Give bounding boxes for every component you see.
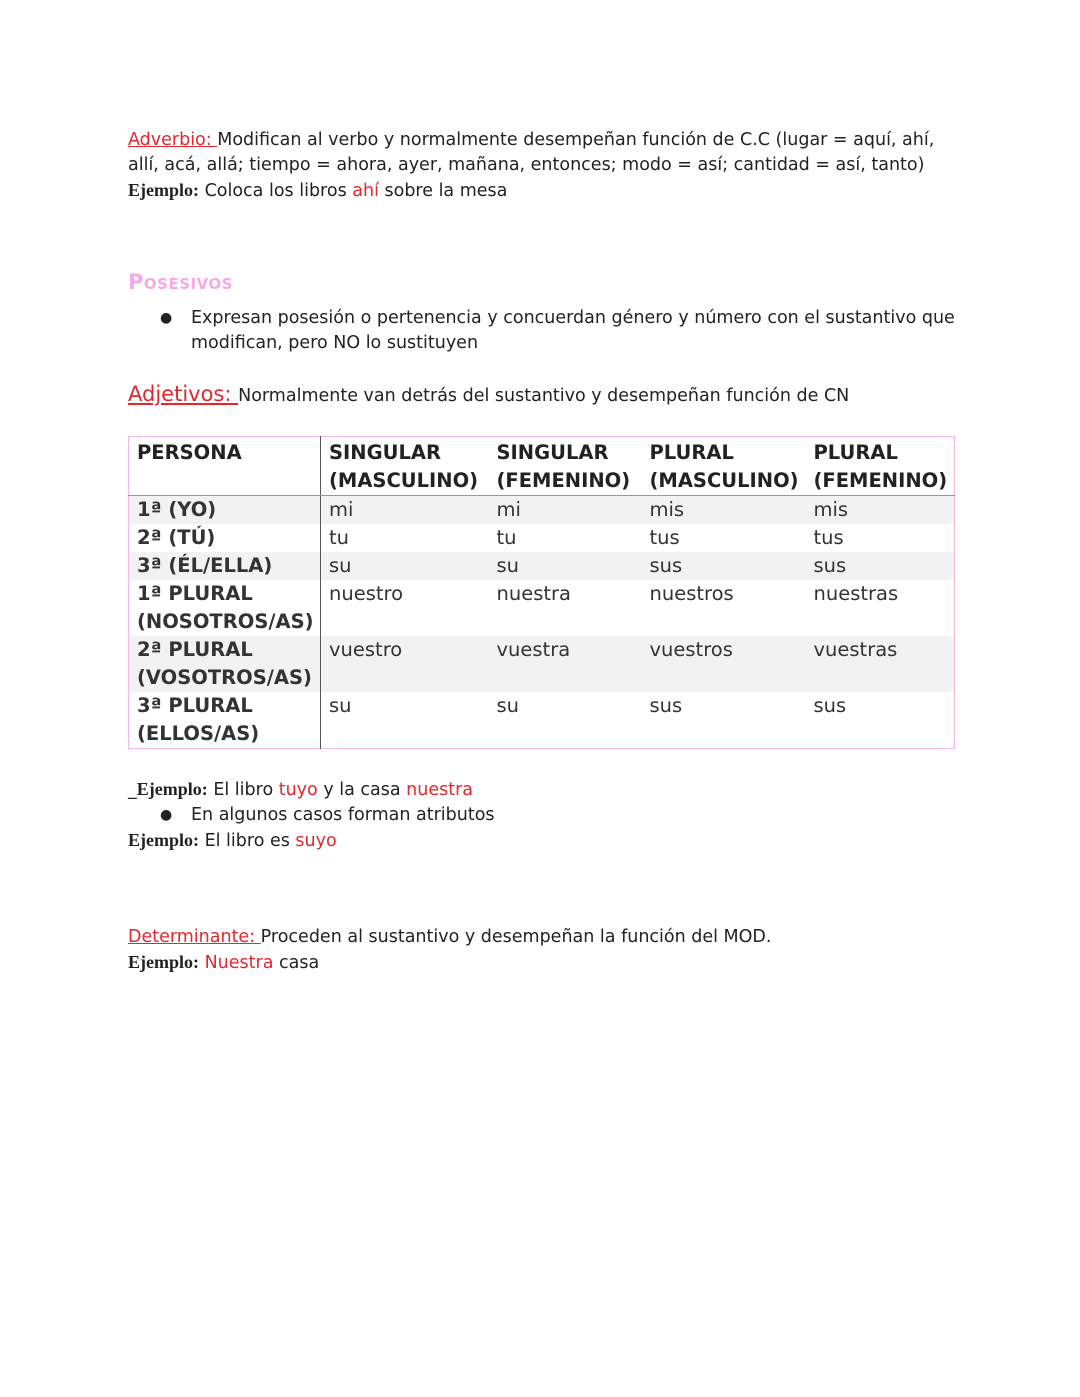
column-header: SINGULAR (FEMENINO) bbox=[489, 437, 642, 496]
example-line bbox=[128, 950, 958, 976]
table-cell: nuestros bbox=[642, 580, 806, 636]
determinante-text: Proceden al sustantivo y desempeñan la función del MOD. bbox=[260, 927, 772, 947]
column-header: PLURAL (FEMENINO) bbox=[806, 437, 955, 496]
table-cell: sus bbox=[642, 552, 806, 580]
underscore-prefix: _ bbox=[128, 780, 137, 800]
example-highlight: nuestra bbox=[406, 780, 473, 800]
example-label: Ejemplo: bbox=[128, 830, 199, 850]
adjetivos-definition bbox=[128, 382, 958, 406]
example-line bbox=[128, 828, 958, 854]
example-label: Ejemplo: bbox=[128, 180, 199, 200]
table-cell: nuestro bbox=[321, 580, 489, 636]
table-cell: mi bbox=[321, 496, 489, 525]
example-highlight: ahí bbox=[352, 181, 379, 201]
table-header-row bbox=[129, 437, 955, 496]
bullet-text: Expresan posesión o pertenencia y concuerdan género y número con el sustantivo que modifican, pero NO lo sustituyen bbox=[191, 308, 955, 353]
table-cell: 3ª (ÉL/ELLA) bbox=[129, 552, 321, 580]
table-cell: 2ª (TÚ) bbox=[129, 524, 321, 552]
table-cell: mis bbox=[642, 496, 806, 525]
adverbio-definition bbox=[128, 128, 958, 178]
bullet-text: En algunos casos forman atributos bbox=[191, 805, 495, 825]
adjetivos-text: Normalmente van detrás del sustantivo y desempeñan función de CN bbox=[238, 386, 850, 406]
column-header: PLURAL (MASCULINO) bbox=[642, 437, 806, 496]
table-row bbox=[129, 552, 955, 580]
posesivos-bullets bbox=[128, 306, 958, 356]
table-cell: 3ª PLURAL (ELLOS/AS) bbox=[129, 692, 321, 749]
table-cell: su bbox=[321, 552, 489, 580]
example-text: El libro bbox=[207, 780, 279, 800]
column-header: PERSONA bbox=[129, 437, 321, 496]
example-highlight: suyo bbox=[295, 831, 337, 851]
section-heading-posesivos: Posesivos bbox=[128, 270, 233, 294]
table-cell: 1ª (YO) bbox=[129, 496, 321, 525]
adverbio-term: Adverbio: bbox=[128, 130, 218, 150]
example-text: casa bbox=[273, 953, 320, 973]
adverbio-example bbox=[128, 178, 958, 204]
table-cell: sus bbox=[642, 692, 806, 749]
table-cell: nuestras bbox=[806, 580, 955, 636]
table-cell: mi bbox=[489, 496, 642, 525]
table-row bbox=[129, 692, 955, 749]
table-row bbox=[129, 580, 955, 636]
example-highlight: tuyo bbox=[278, 780, 318, 800]
determinante-definition bbox=[128, 925, 958, 950]
table-cell: su bbox=[489, 552, 642, 580]
table-cell: vuestra bbox=[489, 636, 642, 692]
table-cell: 2ª PLURAL (VOSOTROS/AS) bbox=[129, 636, 321, 692]
posesivos-examples bbox=[128, 777, 958, 854]
example-line bbox=[128, 777, 958, 803]
adverbio-section bbox=[128, 128, 958, 204]
table-cell: vuestros bbox=[642, 636, 806, 692]
table-row bbox=[129, 636, 955, 692]
table-cell: sus bbox=[806, 552, 955, 580]
table-cell: tu bbox=[489, 524, 642, 552]
table-cell: sus bbox=[806, 692, 955, 749]
bullet-icon: ● bbox=[160, 807, 173, 823]
table-cell: mis bbox=[806, 496, 955, 525]
table-cell: nuestra bbox=[489, 580, 642, 636]
example-text: Coloca los libros bbox=[199, 181, 353, 201]
table-row bbox=[129, 524, 955, 552]
example-highlight: Nuestra bbox=[204, 953, 274, 973]
determinante-section bbox=[128, 925, 958, 976]
possessives-table bbox=[128, 436, 955, 749]
table-cell: 1ª PLURAL (NOSOTROS/AS) bbox=[129, 580, 321, 636]
column-header: SINGULAR (MASCULINO) bbox=[321, 437, 489, 496]
list-item bbox=[128, 306, 958, 356]
example-text: y la casa bbox=[317, 780, 407, 800]
example-text: El libro es bbox=[199, 831, 296, 851]
example-label: Ejemplo: bbox=[128, 952, 199, 972]
list-item bbox=[128, 803, 958, 828]
table-cell: tus bbox=[806, 524, 955, 552]
adverbio-text: Modifican al verbo y normalmente desempeñan función de C.C (lugar = aquí, ahí, allí, acá, allá; tiempo = ahora, ayer, mañana, entonces; modo = así; cantidad = así, tanto) bbox=[128, 130, 935, 175]
determinante-term: Determinante: bbox=[128, 927, 261, 947]
table-cell: tus bbox=[642, 524, 806, 552]
example-label: Ejemplo: bbox=[136, 779, 208, 799]
bullet-icon: ● bbox=[160, 310, 173, 326]
table-cell: su bbox=[489, 692, 642, 749]
example-text: sobre la mesa bbox=[378, 181, 508, 201]
table-cell: tu bbox=[321, 524, 489, 552]
table-cell: su bbox=[321, 692, 489, 749]
adjetivos-term: Adjetivos: bbox=[128, 382, 239, 406]
table-cell: vuestras bbox=[806, 636, 955, 692]
table-row bbox=[129, 496, 955, 525]
table-cell: vuestro bbox=[321, 636, 489, 692]
